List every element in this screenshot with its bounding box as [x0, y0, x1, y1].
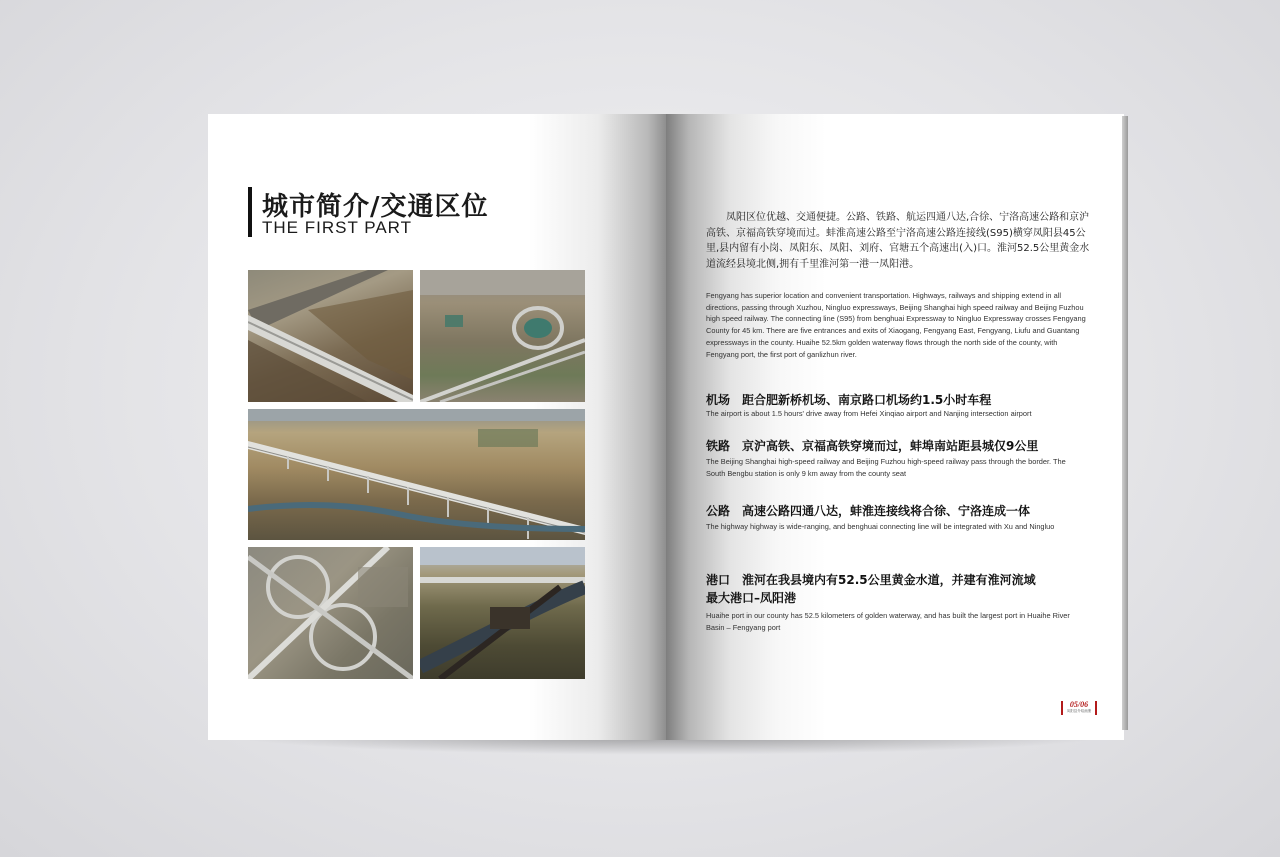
- port-tag: 港口: [706, 573, 731, 587]
- railway-description: The Beijing Shanghai high-speed railway and Beijing Fuzhou high-speed railway pass through the border. The South Bengbu station is only 9 km away from the county seat: [706, 457, 1066, 478]
- page-number: [1061, 701, 1097, 715]
- highway-heading: [706, 502, 1096, 520]
- port-heading-line2: 最大港口–凤阳港: [706, 591, 797, 605]
- highway-tag: 公路: [706, 504, 731, 518]
- page-caption: 凤阳县介绍画册: [1066, 709, 1092, 713]
- airport-tag: 机场: [706, 393, 731, 407]
- page-title: 城市简介/交通区位: [262, 192, 489, 222]
- airport-heading: [706, 391, 1096, 409]
- page-number-text: 05/06: [1069, 700, 1089, 709]
- airport-heading-text: 距合肥新桥机场、南京路口机场约1.5小时车程: [742, 393, 992, 407]
- railway-bridge-photo: [248, 270, 413, 402]
- railway-heading-text: 京沪高铁、京福高铁穿境而过，蚌埠南站距县城仅9公里: [742, 439, 1039, 453]
- right-page: [666, 114, 1124, 740]
- railway-tag: 铁路: [706, 439, 731, 453]
- river-bridge-photo: [420, 547, 585, 679]
- highway-heading-text: 高速公路四通八达，蚌淮连接线将合徐、宁洛连成一体: [742, 504, 1031, 518]
- airport-description: The airport is about 1.5 hours' drive away from Hefei Xinqiao airport and Nanjing intersection airport: [706, 409, 1032, 418]
- highway-interchange-photo: [420, 270, 585, 402]
- cloverleaf-interchange-photo: [248, 547, 413, 679]
- highway-description: The highway highway is wide-ranging, and benghuai connecting line will be integrated with Xu and Ningluo: [706, 522, 1055, 531]
- intro-paragraph-en: Fengyang has superior location and convenient transportation. Highways, railways and shipping extend in all directions, passing through Xuzhou, Ningluo expressways, Beijing Shanghai high speed railway and Beijing Fuzhou high speed railway. The connecting line (S95) from benghuai Expressway to Ningluo Expressway crosses Fengyang County for 45 km. There are five entrances and exits of Xiaogang, Fengyang East, Fengyang, Liufu and Guantang expressways in the county. Huaihe 52.5km golden waterway flows through the north side of the county, with Fengyang port, the first port of ganlizhun river.: [706, 291, 1086, 359]
- port-heading: [706, 571, 1096, 589]
- page-stack-edge: [1122, 116, 1128, 730]
- port-description: Huaihe port in our county has 52.5 kilometers of golden waterway, and has built the largest port in Huaihe River Basin – Fengyang port: [706, 611, 1070, 632]
- railway-heading: [706, 437, 1096, 455]
- title-accent-bar: [248, 187, 252, 237]
- page-subtitle: THE FIRST PART: [262, 218, 413, 237]
- intro-paragraph-cn: 凤阳区位优越、交通便捷。公路、铁路、航运四通八达,合徐、宁洛高速公路和京沪高铁、京福高铁穿境而过。蚌淮高速公路至宁洛高速公路连接线(S95)横穿凤阳县45公里,县内留有小岗、凤阳东、凤阳、刘府、官塘五个高速出(入)口。淮河52.5公里黄金水道流经县境北侧,拥有千里淮河第一港一凤阳港。: [706, 212, 1090, 270]
- viaduct-farmland-photo: [248, 409, 585, 540]
- port-heading-text: 淮河在我县境内有52.5公里黄金水道，并建有淮河流域: [742, 573, 1036, 587]
